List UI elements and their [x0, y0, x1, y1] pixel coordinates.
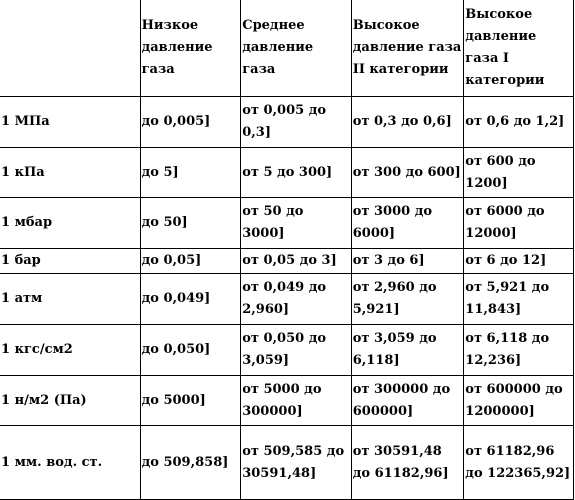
row-unit-cell: 1 бар [0, 249, 140, 274]
header-cell-high-1: Высокое давление газа I категории [464, 0, 574, 97]
table-row [0, 249, 574, 274]
high-pressure-2-cell: от 300 до 600] [351, 148, 464, 198]
high-pressure-1-cell: от 0,6 до 1,2] [464, 97, 574, 148]
row-unit-cell: 1 кПа [0, 148, 140, 198]
row-unit-cell: 1 МПа [0, 97, 140, 148]
high-pressure-1-cell: от 6,118 до 12,236] [464, 325, 574, 376]
row-unit-cell: 1 атм [0, 274, 140, 325]
high-pressure-1-cell: от 5,921 до 11,843] [464, 274, 574, 325]
high-pressure-2-cell: от 3,059 до 6,118] [351, 325, 464, 376]
medium-pressure-cell: от 509,585 до 30591,48] [241, 426, 352, 500]
low-pressure-cell: до 509,858] [140, 426, 241, 500]
medium-pressure-cell: от 0,050 до 3,059] [241, 325, 352, 376]
high-pressure-2-cell: от 0,3 до 0,6] [351, 97, 464, 148]
medium-pressure-cell: от 0,049 до 2,960] [241, 274, 352, 325]
high-pressure-1-cell: от 6 до 12] [464, 249, 574, 274]
low-pressure-cell: до 0,050] [140, 325, 241, 376]
header-cell-high-2: Высокое давление газа II категории [351, 0, 464, 97]
medium-pressure-cell: от 5 до 300] [241, 148, 352, 198]
row-unit-cell: 1 мм. вод. ст. [0, 426, 140, 500]
low-pressure-cell: до 0,05] [140, 249, 241, 274]
high-pressure-2-cell: от 2,960 до 5,921] [351, 274, 464, 325]
table-row [0, 97, 574, 148]
header-row [0, 0, 574, 97]
high-pressure-2-cell: от 3000 до 6000] [351, 198, 464, 249]
low-pressure-cell: до 5] [140, 148, 241, 198]
low-pressure-cell: до 50] [140, 198, 241, 249]
table-row [0, 376, 574, 426]
table-row [0, 426, 574, 500]
high-pressure-1-cell: от 600000 до 1200000] [464, 376, 574, 426]
high-pressure-1-cell: от 600 до 1200] [464, 148, 574, 198]
medium-pressure-cell: от 0,05 до 3] [241, 249, 352, 274]
high-pressure-1-cell: от 6000 до 12000] [464, 198, 574, 249]
medium-pressure-cell: от 0,005 до 0,3] [241, 97, 352, 148]
row-unit-cell: 1 мбар [0, 198, 140, 249]
header-cell-low: Низкое давление газа [140, 0, 241, 97]
high-pressure-2-cell: от 30591,48 до 61182,96] [351, 426, 464, 500]
header-cell-unit [0, 0, 140, 97]
medium-pressure-cell: от 50 до 3000] [241, 198, 352, 249]
row-unit-cell: 1 кгс/см2 [0, 325, 140, 376]
low-pressure-cell: до 5000] [140, 376, 241, 426]
row-unit-cell: 1 н/м2 (Па) [0, 376, 140, 426]
high-pressure-2-cell: от 300000 до 600000] [351, 376, 464, 426]
header-cell-medium: Среднее давление газа [241, 0, 352, 97]
table-row [0, 148, 574, 198]
table-row [0, 325, 574, 376]
low-pressure-cell: до 0,005] [140, 97, 241, 148]
medium-pressure-cell: от 5000 до 300000] [241, 376, 352, 426]
table-row [0, 274, 574, 325]
table-row [0, 198, 574, 249]
high-pressure-2-cell: от 3 до 6] [351, 249, 464, 274]
high-pressure-1-cell: от 61182,96 до 122365,92] [464, 426, 574, 500]
low-pressure-cell: до 0,049] [140, 274, 241, 325]
